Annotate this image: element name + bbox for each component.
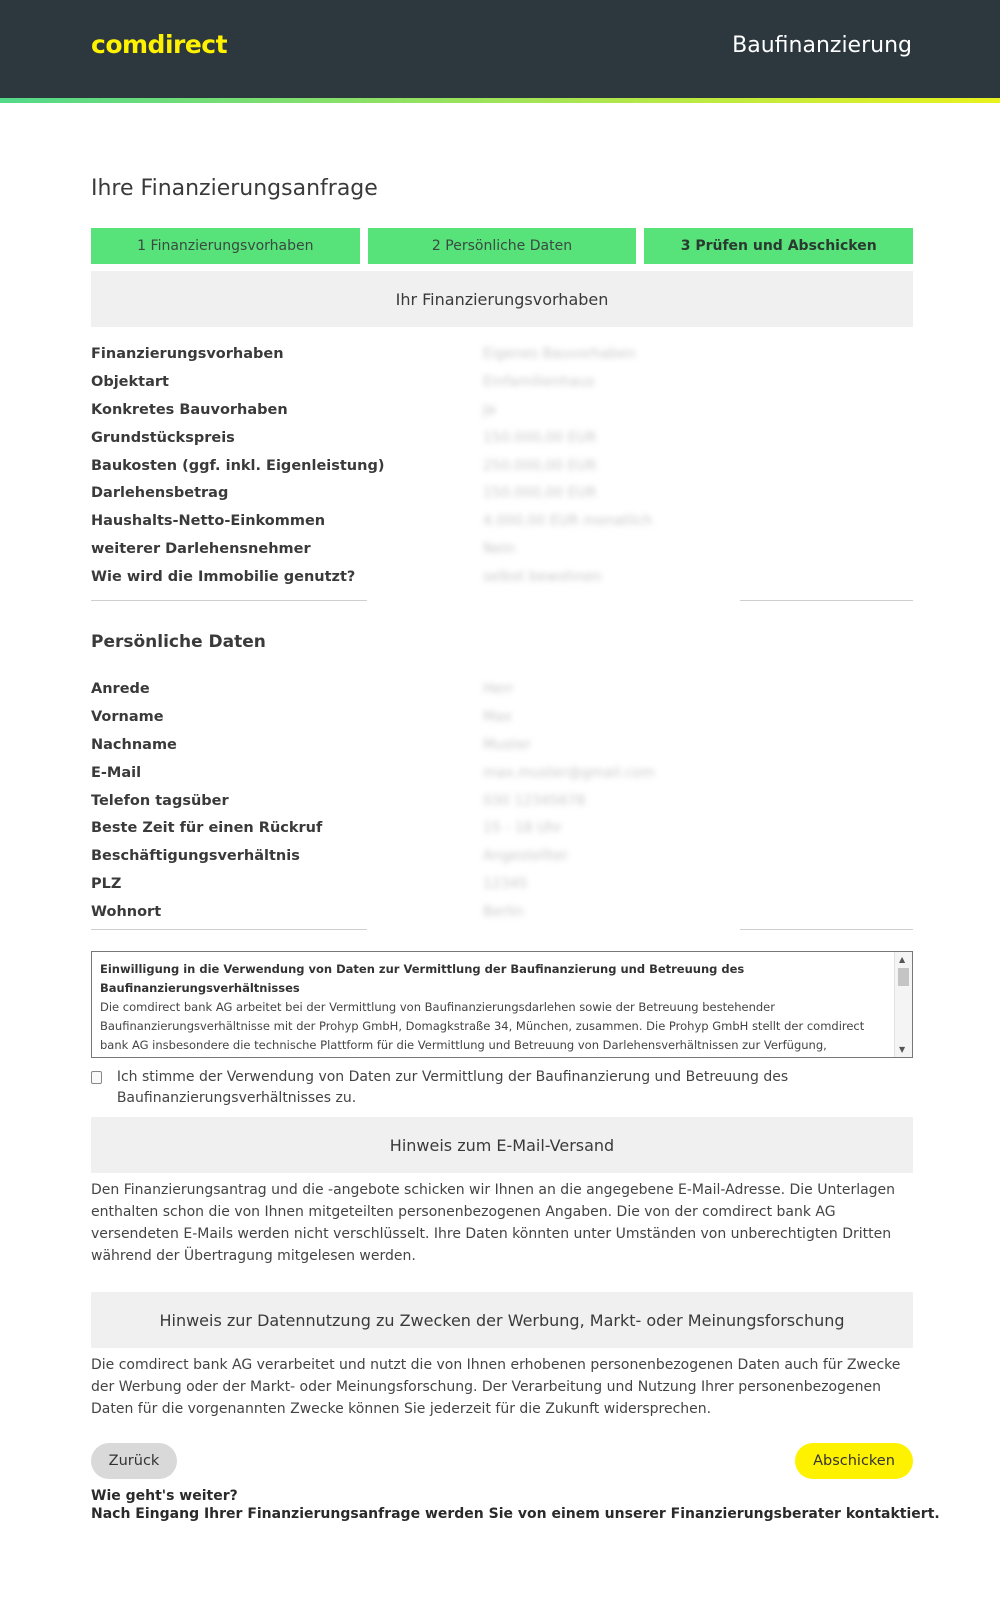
send-button[interactable]: Abschicken (795, 1443, 913, 1479)
summary-value: 250.000,00 EUR (483, 457, 597, 474)
summary-value: Angestellter (483, 848, 568, 865)
step-pruefen-und-abschicken: 3 Prüfen und Abschicken (644, 228, 913, 264)
summary-key: Grundstückspreis (91, 429, 235, 446)
summary-value: 150.000,00 EUR (483, 429, 597, 446)
section-heading-data-usage: Hinweis zur Datennutzung zu Zwecken der Werbung, Markt- oder Meinungsforschung (91, 1292, 913, 1348)
summary-value: Muster (483, 736, 532, 753)
summary-key: Vorname (91, 708, 164, 725)
summary-row (91, 368, 913, 396)
comdirect-logo[interactable]: comdirect (91, 30, 228, 59)
divider (91, 929, 367, 930)
summary-key: weiterer Darlehensnehmer (91, 541, 311, 558)
scroll-down-arrow-icon[interactable]: ▼ (899, 1045, 906, 1054)
summary-value: selbst bewohnen (483, 569, 602, 586)
step-finanzierungsvorhaben[interactable]: 1 Finanzierungsvorhaben (91, 228, 360, 264)
summary-value: Berlin (483, 904, 524, 921)
data-usage-notice-text: Die comdirect bank AG verarbeitet und nutzt die von Ihnen erhobenen personenbezogenen Daten auch für Zwecke der Werbung oder der Markt- oder Meinungsforschung. Der Verarbeitung und Nutzung Ihrer personenbezogenen Daten für die vorgenannten Zwecke können Sie jederzeit für die Zukunft widersprechen. (91, 1357, 901, 1417)
summary-row (91, 396, 913, 424)
consent-checkbox[interactable] (91, 1071, 102, 1084)
summary-value: Nein (483, 541, 515, 558)
summary-row (91, 842, 913, 870)
consent-text: Die comdirect bank AG arbeitet bei der Vermittlung von Baufinanzierungsdarlehen sowie der Betreuung bestehender Baufinanzierungsverhältnisse mit der Prohyp GmbH, Domagkstraße 34, München, zusammen. Die Prohyp GmbH stellt der comdirect bank AG insbesondere die technische Plattform für die Vermittlung und Betreuung von Darlehensverhältnissen zur Verfügung, (100, 1000, 865, 1052)
scrollbar-thumb[interactable] (898, 968, 909, 986)
summary-value: Eigenes Bauvorhaben (483, 345, 636, 362)
summary-key: E-Mail (91, 764, 142, 781)
summary-value: 15 - 18 Uhr (483, 820, 562, 837)
summary-row (91, 675, 913, 703)
summary-key: PLZ (91, 876, 122, 893)
financing-summary (91, 340, 913, 591)
summary-value: 4.000,00 EUR monatlich (483, 513, 653, 530)
next-steps-text: Nach Eingang Ihrer Finanzierungsanfrage werden Sie von einem unserer Finanzierungsberater kontaktiert. (91, 1506, 940, 1522)
summary-value: 12345 (483, 876, 528, 893)
section-heading-personal: Persönliche Daten (91, 632, 266, 652)
progress-steps (91, 228, 913, 264)
back-button[interactable]: Zurück (91, 1443, 177, 1479)
page-title: Ihre Finanzierungsanfrage (91, 176, 378, 201)
summary-row (91, 898, 913, 926)
summary-row (91, 787, 913, 815)
summary-row (91, 870, 913, 898)
step-persoenliche-daten[interactable]: 2 Persönliche Daten (368, 228, 637, 264)
consent-title: Einwilligung in die Verwendung von Daten zur Vermittlung der Baufinanzierung und Betreuung des Baufinanzierungsverhältnisses (100, 962, 745, 995)
divider (740, 929, 913, 930)
summary-value: max.muster@gmail.com (483, 764, 655, 781)
summary-row (91, 535, 913, 563)
summary-key: Beschäftigungsverhältnis (91, 848, 300, 865)
next-steps-title: Wie geht's weiter? (91, 1488, 238, 1504)
consent-checkbox-row (91, 1067, 851, 1109)
summary-row (91, 814, 913, 842)
summary-key: Wohnort (91, 904, 162, 921)
summary-value: Max (483, 708, 512, 725)
consent-scrollbar[interactable] (894, 952, 912, 1057)
summary-key: Wie wird die Immobilie genutzt? (91, 569, 356, 586)
summary-key: Baukosten (ggf. inkl. Eigenleistung) (91, 457, 385, 474)
summary-key: Nachname (91, 736, 177, 753)
email-notice-text: Den Finanzierungsantrag und die -angebote schicken wir Ihnen an die angegebene E-Mail-Adresse. Die Unterlagen enthalten schon die von Ihnen mitgeteilten personenbezogenen Angaben. Die von der comdirect bank AG versendeten E-Mails werden nicht verschlüsselt. Ihre Daten könnten unter Umständen von unberechtigten Dritten während der Übertragung mitgelesen werden. (91, 1182, 896, 1264)
summary-key: Konkretes Bauvorhaben (91, 401, 288, 418)
divider (740, 600, 913, 601)
header-title: Baufinanzierung (732, 33, 912, 58)
divider (91, 600, 367, 601)
summary-key: Objektart (91, 373, 169, 390)
section-heading-financing: Ihr Finanzierungsvorhaben (91, 271, 913, 327)
summary-key: Finanzierungsvorhaben (91, 345, 284, 362)
section-heading-email-notice: Hinweis zum E-Mail-Versand (91, 1117, 913, 1173)
header-gradient-stripe (0, 98, 1000, 103)
summary-row (91, 703, 913, 731)
summary-row (91, 340, 913, 368)
summary-value: 030 12345678 (483, 792, 586, 809)
personal-summary (91, 675, 913, 926)
summary-row (91, 424, 913, 452)
summary-row (91, 507, 913, 535)
summary-row (91, 759, 913, 787)
summary-key: Haushalts-Netto-Einkommen (91, 513, 326, 530)
summary-row (91, 452, 913, 480)
summary-value: Ja (483, 401, 496, 418)
summary-value: Einfamilienhaus (483, 373, 595, 390)
consent-textbox[interactable] (91, 951, 913, 1058)
summary-row (91, 731, 913, 759)
summary-key: Telefon tagsüber (91, 792, 229, 809)
top-header (0, 0, 1000, 98)
summary-value: Herr (483, 680, 514, 697)
summary-key: Darlehensbetrag (91, 485, 229, 502)
scroll-up-arrow-icon[interactable]: ▲ (899, 955, 906, 964)
consent-checkbox-label[interactable]: Ich stimme der Verwendung von Daten zur Vermittlung der Baufinanzierung und Betreuung des Baufinanzierungsverhältnisses zu. (116, 1069, 789, 1106)
summary-value: 150.000,00 EUR (483, 485, 597, 502)
next-steps (91, 1487, 940, 1523)
summary-row (91, 479, 913, 507)
summary-row (91, 563, 913, 591)
summary-key: Beste Zeit für einen Rückruf (91, 820, 323, 837)
summary-key: Anrede (91, 680, 150, 697)
